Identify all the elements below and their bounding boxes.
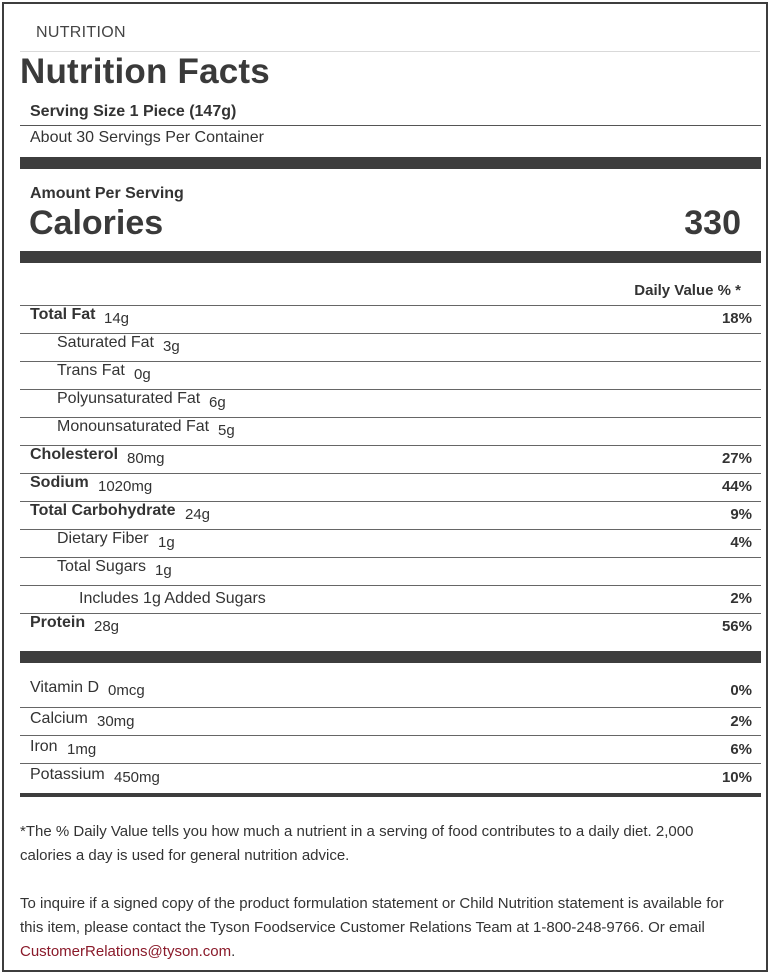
daily-value-footnote: *The % Daily Value tells you how much a nutrient in a serving of food contributes to a daily diet. 2,000 calories a day is used for general nutrition advice. — [20, 823, 694, 864]
vitamin-name: Potassium — [30, 766, 105, 783]
nutrient-daily-value: 4% — [730, 534, 752, 551]
page-title: Nutrition Facts — [20, 52, 270, 91]
nutrient-name: Saturated Fat — [57, 334, 154, 351]
thick-divider — [20, 651, 761, 663]
nutrient-name: Monounsaturated Fat — [57, 418, 210, 435]
nutrient-amount: 14g — [104, 310, 130, 327]
calories-value: 330 — [684, 204, 741, 242]
nutrient-name: Sodium — [30, 474, 89, 491]
nutrient-amount: 1020mg — [98, 478, 153, 495]
nutrient-name: Polyunsaturated Fat — [57, 390, 201, 407]
nutrient-daily-value: 9% — [730, 506, 752, 523]
nutrient-row — [20, 417, 761, 445]
inquiry-note — [20, 892, 748, 964]
nutrient-amount: 0g — [134, 366, 151, 383]
vitamin-name: Vitamin D — [30, 679, 100, 696]
nutrition-panel — [2, 2, 768, 972]
nutrient-amount: 28g — [94, 618, 120, 635]
vitamin-row — [20, 763, 761, 791]
nutrient-daily-value: 56% — [721, 618, 752, 635]
vitamin-daily-value: 0% — [730, 682, 752, 699]
amount-per-serving: Amount Per Serving — [30, 185, 184, 202]
spacer — [20, 618, 761, 619]
thick-divider — [20, 157, 761, 169]
nutrient-name: Includes 1g Added Sugars — [79, 590, 266, 607]
vitamin-amount: 30mg — [97, 713, 135, 730]
divider — [20, 125, 761, 126]
nutrient-name: Protein — [30, 614, 86, 631]
inquiry-text: To inquire if a signed copy of the product formulation statement or Child Nutrition statement is available for this item, please contact the Tyson Foodservice Customer Relations Team at 1-800-248-9766. Or email — [20, 895, 724, 936]
nutrient-row — [20, 361, 761, 389]
nutrient-row — [20, 333, 761, 361]
vitamin-row — [20, 735, 761, 763]
vitamin-amount: 1mg — [67, 741, 97, 758]
nutrient-row — [20, 473, 761, 501]
vitamin-amount: 0mcg — [108, 682, 145, 699]
nutrient-daily-value: 2% — [730, 590, 752, 607]
thick-divider — [20, 251, 761, 263]
nutrient-row — [20, 501, 761, 529]
vitamin-row — [20, 677, 761, 705]
serving-size: Serving Size 1 Piece (147g) — [30, 103, 237, 120]
nutrient-amount: 1g — [155, 562, 172, 579]
nutrient-amount: 1g — [158, 534, 175, 551]
inquiry-trailing: . — [231, 943, 236, 960]
nutrient-amount: 80mg — [127, 450, 165, 467]
nutrient-amount: 24g — [185, 506, 211, 523]
vitamin-daily-value: 2% — [730, 713, 752, 730]
nutrient-amount: 3g — [163, 338, 180, 355]
nutrient-row — [20, 305, 761, 333]
nutrient-row — [20, 557, 761, 585]
nutrient-amount: 6g — [209, 394, 226, 411]
nutrient-amount: 5g — [218, 422, 235, 439]
nutrient-name: Total Fat — [30, 306, 96, 323]
section-label: NUTRITION — [36, 24, 126, 41]
nutrient-daily-value: 44% — [721, 478, 752, 495]
thick-divider — [20, 793, 761, 797]
nutrient-daily-value: 27% — [721, 450, 752, 467]
vitamin-row — [20, 707, 761, 735]
vitamin-amount: 450mg — [114, 769, 160, 786]
servings-per-container: About 30 Servings Per Container — [30, 129, 264, 146]
nutrient-name: Cholesterol — [30, 446, 119, 463]
daily-value-header: Daily Value % * — [634, 282, 741, 299]
nutrient-row — [20, 585, 761, 613]
vitamin-daily-value: 10% — [721, 769, 752, 786]
vitamin-name: Calcium — [30, 710, 88, 727]
nutrient-row — [20, 389, 761, 417]
vitamin-daily-value: 6% — [730, 741, 752, 758]
nutrient-name: Total Carbohydrate — [30, 502, 176, 519]
nutrient-name: Dietary Fiber — [57, 530, 149, 547]
nutrient-daily-value: 18% — [721, 310, 752, 327]
email-link[interactable]: CustomerRelations@tyson.com — [20, 943, 232, 960]
nutrient-row — [20, 445, 761, 473]
nutrient-row — [20, 529, 761, 557]
nutrient-name: Trans Fat — [57, 362, 125, 379]
nutrient-name: Total Sugars — [57, 558, 146, 575]
vitamin-name: Iron — [30, 738, 58, 755]
calories-label: Calories — [29, 204, 164, 242]
